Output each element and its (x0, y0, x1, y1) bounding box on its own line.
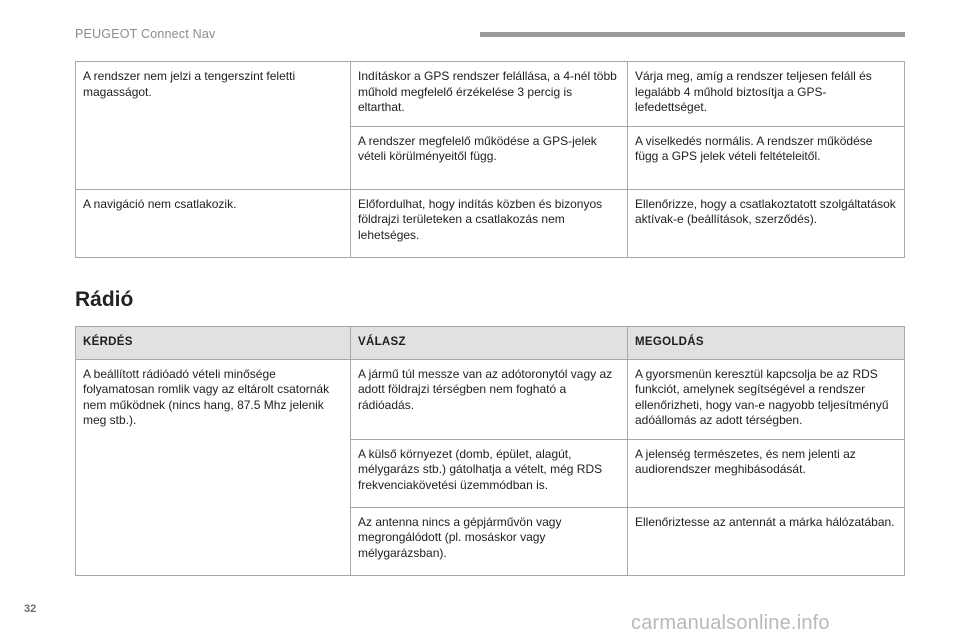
table-header-row (76, 327, 905, 360)
table-row (76, 62, 905, 127)
solution-cell: A jelenség természetes, és nem jelenti az audiorendszer meghibásodását. (628, 439, 905, 507)
column-header-answer: VÁLASZ (351, 327, 628, 360)
page-number: 32 (24, 603, 37, 615)
table-row (76, 359, 905, 439)
answer-cell: A rendszer megfelelő működése a GPS-jelek vételi körülményeitől függ. (351, 126, 628, 189)
solution-cell: Várja meg, amíg a rendszer teljesen feláll és legalább 4 műhold biztosítja a GPS-lefedettséget. (628, 62, 905, 127)
column-header-solution: MEGOLDÁS (628, 327, 905, 360)
gps-troubleshooting-table (75, 61, 905, 258)
answer-cell: A jármű túl messze van az adótoronytól vagy az adott földrajzi térségben nem fogható a rádióadás. (351, 359, 628, 439)
radio-troubleshooting-table (75, 326, 905, 576)
solution-cell: A viselkedés normális. A rendszer működése függ a GPS jelek vételi feltételeitől. (628, 126, 905, 189)
answer-cell: A külső környezet (domb, épület, alagút, mélygarázs stb.) gátolhatja a vételt, még RDS frekvenciakövetési üzemmódban is. (351, 439, 628, 507)
question-cell: A navigáció nem csatlakozik. (76, 189, 351, 257)
question-cell: A beállított rádióadó vételi minősége folyamatosan romlik vagy az eltárolt csatornák nem működnek (nincs hang, 87.5 Mhz jelenik meg stb.). (76, 359, 351, 575)
solution-cell: Ellenőriztesse az antennát a márka hálózatában. (628, 507, 905, 575)
section-title-radio: Rádió (75, 288, 134, 311)
solution-cell: A gyorsmenün keresztül kapcsolja be az RDS funkciót, amelynek segítségével a rendszer ellenőrizheti, hogy van-e nagyobb teljesítményű adóállomás az adott térségben. (628, 359, 905, 439)
column-header-question: KÉRDÉS (76, 327, 351, 360)
answer-cell: Az antenna nincs a gépjárművön vagy megrongálódott (pl. mosáskor vagy mélygarázsban). (351, 507, 628, 575)
document-header-title: PEUGEOT Connect Nav (75, 27, 216, 41)
answer-cell: Előfordulhat, hogy indítás közben és bizonyos földrajzi területeken a csatlakozás nem lehetséges. (351, 189, 628, 257)
table-row (76, 189, 905, 257)
answer-cell: Indításkor a GPS rendszer felállása, a 4-nél több műhold megfelelő érzékelése 3 percig is eltarthat. (351, 62, 628, 127)
watermark-text: carmanualsonline.info (631, 612, 830, 634)
header-divider-bar (480, 32, 905, 37)
solution-cell: Ellenőrizze, hogy a csatlakoztatott szolgáltatások aktívak-e (beállítások, szerződés). (628, 189, 905, 257)
question-cell: A rendszer nem jelzi a tengerszint feletti magasságot. (76, 62, 351, 190)
